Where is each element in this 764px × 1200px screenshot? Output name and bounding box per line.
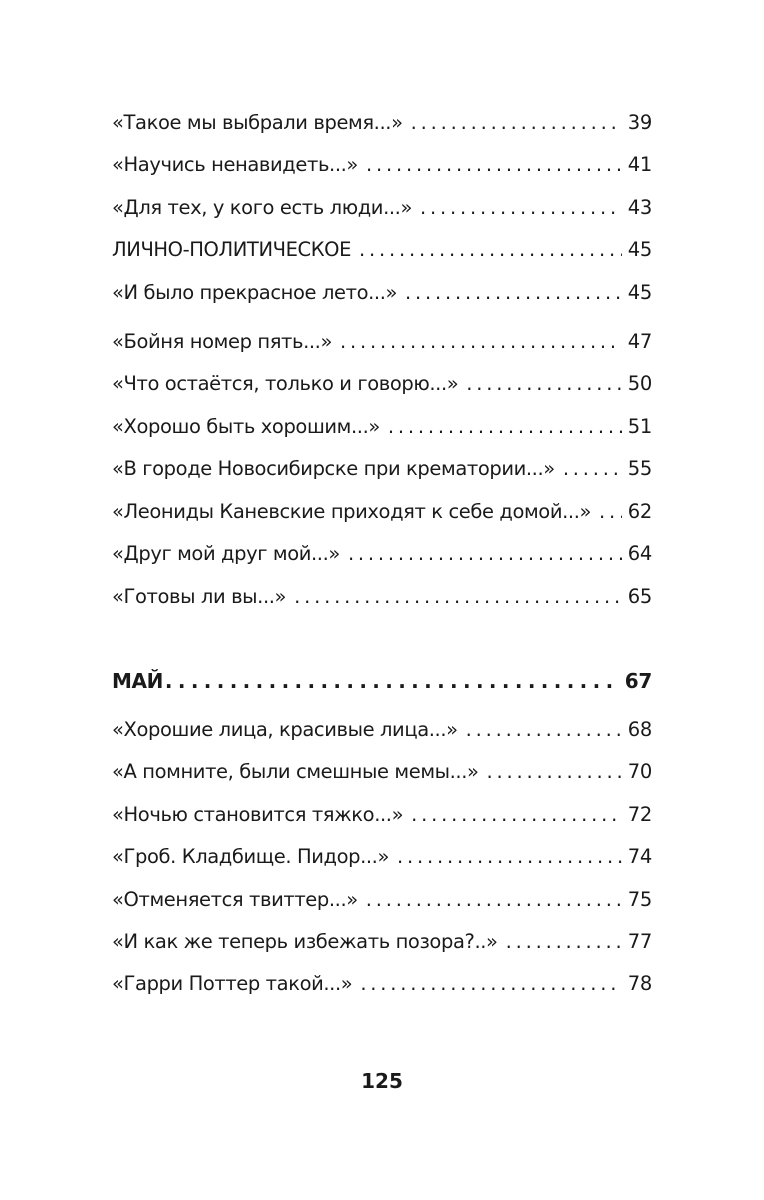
toc-entry-title: «Бойня номер пять...» [112, 330, 333, 353]
toc-entry-title: «Леониды Каневские приходят к себе домой...» [112, 500, 592, 523]
toc-entry-title: «Что остаётся, только и говорю...» [112, 372, 459, 395]
toc-entry-title: «И как же теперь избежать позора?..» [112, 930, 498, 953]
dot-leader [340, 327, 622, 357]
toc-entry [112, 108, 652, 138]
toc-entry-page: 47 [627, 330, 652, 353]
dot-leader [466, 369, 621, 399]
toc-entry-title: «Хорошие лица, красивые лица...» [112, 718, 458, 741]
toc-entry-title: «Для тех, у кого есть люди...» [112, 196, 413, 219]
toc-entry-title: «Ночью становится тяжко...» [112, 803, 404, 826]
toc-entry-page: 45 [627, 281, 652, 304]
toc-entry [112, 235, 652, 265]
toc-entry-page: 72 [627, 803, 652, 826]
toc-entry-page: 51 [627, 415, 652, 438]
toc-entry-title: «Готовы ли вы...» [112, 585, 287, 608]
toc-entry-page: 70 [627, 760, 652, 783]
dot-leader [506, 927, 622, 957]
toc-entry [112, 150, 652, 180]
toc-entry [112, 278, 652, 308]
dot-leader [487, 757, 622, 787]
toc-entry-title: «А помните, были смешные мемы...» [112, 760, 479, 783]
toc-entry-page: 62 [627, 500, 652, 523]
toc-entry-title: «Научись ненавидеть...» [112, 153, 358, 176]
toc-entry-page: 41 [627, 153, 652, 176]
dot-leader [420, 193, 622, 223]
toc-entry [112, 369, 652, 399]
dot-leader [405, 278, 622, 308]
toc-entry-page: 77 [627, 930, 652, 953]
toc-entry-page: 64 [627, 542, 652, 565]
dot-leader [563, 454, 622, 484]
toc-entry-page: 50 [627, 372, 652, 395]
toc-entry-page: 68 [627, 718, 652, 741]
toc-entry-title: «Гроб. Кладбище. Пидор...» [112, 845, 390, 868]
dot-leader [599, 497, 622, 527]
dot-leader [360, 969, 621, 999]
toc-entry-page: 45 [627, 238, 652, 261]
toc-entry [112, 454, 652, 484]
dot-leader [411, 800, 622, 830]
toc-section-heading [112, 666, 652, 696]
toc-section-page: 67 [624, 669, 652, 693]
dot-leader [366, 885, 622, 915]
toc-entry [112, 539, 652, 569]
dot-leader [466, 715, 622, 745]
toc-entry [112, 757, 652, 787]
toc-entry [112, 842, 652, 872]
toc-entry-page: 78 [627, 972, 652, 995]
toc-entry [112, 800, 652, 830]
toc-entry [112, 327, 652, 357]
toc-entry [112, 885, 652, 915]
toc-section-title: МАЙ [112, 669, 163, 693]
toc-entry-page: 65 [627, 585, 652, 608]
toc-entry [112, 582, 652, 612]
dot-leader [359, 235, 622, 265]
toc-entry [112, 715, 652, 745]
toc-entry-title: ЛИЧНО-ПОЛИТИЧЕСКОЕ [112, 238, 352, 261]
toc-entry-title: «Отменяется твиттер...» [112, 888, 358, 911]
dot-leader [397, 842, 622, 872]
toc-entry [112, 193, 652, 223]
dot-leader [348, 539, 622, 569]
toc-entry [112, 969, 652, 999]
toc-entry-page: 75 [627, 888, 652, 911]
toc-entry-title: «Такое мы выбрали время...» [112, 111, 403, 134]
toc-entry-title: «В городе Новосибирске при крематории...» [112, 457, 555, 480]
toc-entry-page: 43 [627, 196, 652, 219]
dot-leader [366, 150, 622, 180]
toc-entry-title: «И было прекрасное лето...» [112, 281, 398, 304]
toc-entry [112, 927, 652, 957]
dot-leader [165, 666, 619, 696]
dot-leader [294, 582, 622, 612]
toc-entry-title: «Хорошо быть хорошим...» [112, 415, 380, 438]
toc-entry-title: «Гарри Поттер такой...» [112, 972, 353, 995]
toc-entry-page: 74 [627, 845, 652, 868]
toc-entry-page: 55 [627, 457, 652, 480]
toc-entry [112, 497, 652, 527]
dot-leader [411, 108, 622, 138]
toc-entry [112, 412, 652, 442]
toc-entry-title: «Друг мой друг мой...» [112, 542, 340, 565]
table-of-contents [112, 0, 652, 1200]
dot-leader [388, 412, 622, 442]
page-number: 125 [361, 1069, 403, 1093]
toc-entry-page: 39 [627, 111, 652, 134]
